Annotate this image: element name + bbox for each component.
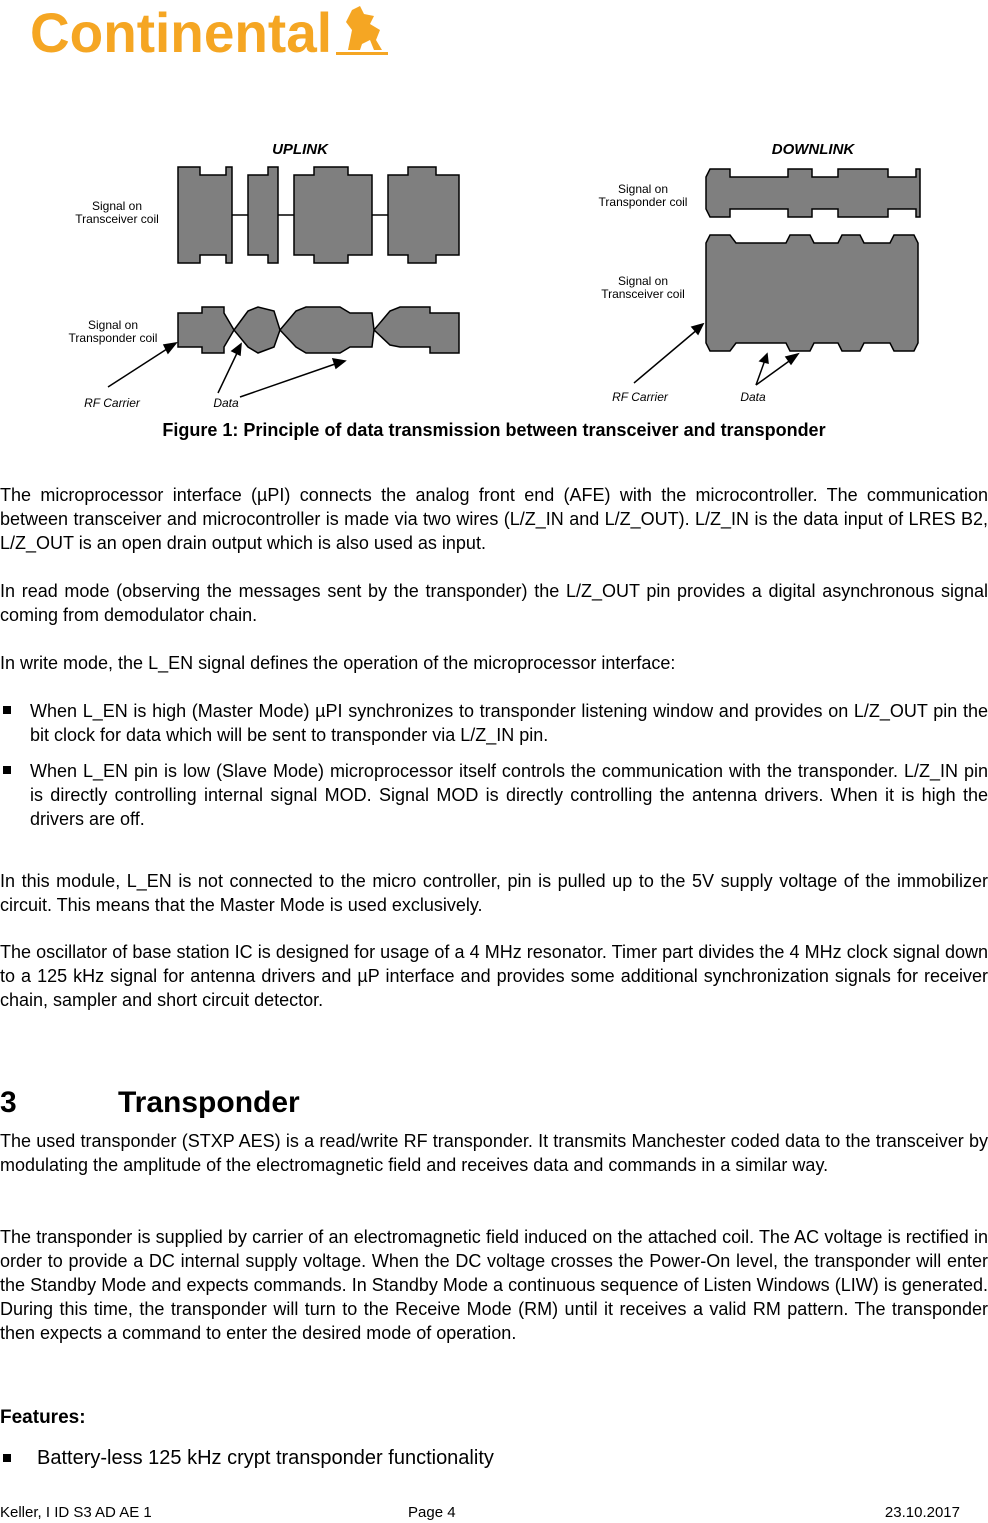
list-item-text: Battery-less 125 kHz crypt transponder functionality [37, 1447, 494, 1469]
footer-author: Keller, I ID S3 AD AE 1 [0, 1504, 152, 1521]
footer-page: Page 4 [408, 1504, 456, 1521]
logo-underline [336, 52, 388, 55]
uplink-label-transponder-l1: Signal on [87, 318, 139, 332]
uplink-label-transceiver-l1: Signal on [91, 199, 143, 213]
list-item [0, 759, 988, 831]
uplink-data-arrowhead-1 [232, 344, 241, 355]
paragraph-l-en: In this module, L_EN is not connected to the micro controller, pin is pulled up to the 5V supply voltage of the immobilizer circuit. This means that the Master Mode is used exclusively. [0, 871, 988, 915]
footer-date: 23.10.2017 [884, 1504, 960, 1521]
paragraph-write-mode: In write mode, the L_EN signal defines the operation of the microprocessor interface: [0, 653, 676, 673]
downlink-label-transponder-l2: Transponder coil [598, 195, 688, 209]
paragraph-transponder: The used transponder (STXP AES) is a read/write RF transponder. It transmits Manchester coded data to the transceiver by modulating the amplitude of the electromagnetic field and receives data and commands in a similar way. [0, 1131, 988, 1175]
downlink-diagram [599, 141, 920, 404]
downlink-data-arrowhead-1 [760, 354, 768, 363]
paragraph-oscillator: The oscillator of base station IC is designed for usage of a 4 MHz resonator. Timer part divides the 4 MHz clock signal down to a 125 kHz signal for antenna drivers and µP interface and provides some additional synchronization signals for receiver chain, sampler and short circuit detector. [0, 942, 988, 1010]
list-item-text: When L_EN is high (Master Mode) µPI synchronizes to transponder listening window and provides on L/Z_OUT pin the bit clock for data which will be sent to transponder via L/Z_IN pin. [30, 701, 988, 745]
horse-icon [346, 6, 382, 50]
uplink-data-arrowhead-2 [333, 359, 345, 368]
uplink-transceiver-pulse-4 [388, 167, 459, 263]
uplink-transceiver-pulse-3 [294, 167, 372, 263]
features-heading: Features: [0, 1407, 86, 1428]
transmission-diagram [0, 125, 988, 415]
bullet-square-icon [3, 1454, 11, 1462]
uplink-label-transponder-l2: Transponder coil [68, 331, 158, 345]
uplink-data-arrow-1 [218, 351, 238, 393]
uplink-rf-carrier-label: RF Carrier [84, 396, 140, 410]
uplink-label-transceiver-l2: Transceiver coil [75, 212, 159, 226]
list-item-text: When L_EN pin is low (Slave Mode) microprocessor itself controls the communication with the transponder. L/Z_IN pin is directly controlling internal signal MOD. Signal MOD is directly controlling the antenna drivers. When it is high the drivers are off. [30, 761, 988, 829]
uplink-data-arrow-2 [240, 363, 338, 397]
uplink-data-label: Data [213, 396, 239, 410]
paragraph-upi: The microprocessor interface (µPI) connects the analog front end (AFE) with the microcontroller. The communication between transceiver and microcontroller is made via two wires (L/Z_IN and L/Z_OUT). L/Z_IN is the data input of LRES B2, L/Z_OUT is an open drain output which is also used as input. [0, 485, 988, 553]
uplink-transceiver-pulse-1 [178, 167, 232, 263]
logo-wordmark: Continental [30, 1, 332, 64]
continental-logo [30, 0, 392, 68]
bullet-square-icon [3, 706, 11, 714]
list-item [0, 699, 988, 747]
uplink-diagram [69, 141, 459, 410]
paragraph-read-mode: In read mode (observing the messages sent by the transponder) the L/Z_OUT pin provides a digital asynchronous signal coming from demodulator chain. [0, 581, 988, 625]
uplink-transponder-signal [178, 307, 459, 353]
section-number: 3 [0, 1086, 17, 1119]
downlink-rf-carrier-label: RF Carrier [612, 390, 668, 404]
uplink-transceiver-pulse-2 [248, 167, 278, 263]
list-item [0, 1446, 988, 1470]
downlink-label-transponder-l1: Signal on [617, 182, 669, 196]
downlink-transceiver-signal [706, 235, 918, 351]
bullet-square-icon [3, 766, 11, 774]
uplink-title: UPLINK [272, 141, 328, 158]
downlink-transponder-signal [706, 169, 920, 217]
paragraph-supply: The transponder is supplied by carrier of an electromagnetic field induced on the attached coil. The AC voltage is rectified in order to provide a DC internal supply voltage. When the DC voltage crosses the Power-On level, the transponder will enter the Standby Mode and expects commands. In Standby Mode a continuous sequence of Listen Windows (LIW) is generated. During this time, the transponder will turn to the Receive Mode (RM) until it receives a valid RM pattern. The transponder then expects a command to enter the desired mode of operation. [0, 1227, 988, 1343]
downlink-label-transceiver-l1: Signal on [617, 274, 669, 288]
downlink-label-transceiver-l2: Transceiver coil [601, 287, 685, 301]
downlink-data-label: Data [740, 390, 766, 404]
figure-caption: Figure 1: Principle of data transmission between transceiver and transponder [162, 420, 826, 440]
uplink-rf-arrowhead [164, 343, 176, 353]
downlink-rf-arrow [634, 329, 698, 383]
section-title: Transponder [118, 1086, 300, 1119]
downlink-title: DOWNLINK [771, 141, 855, 158]
uplink-rf-arrow [108, 347, 170, 387]
